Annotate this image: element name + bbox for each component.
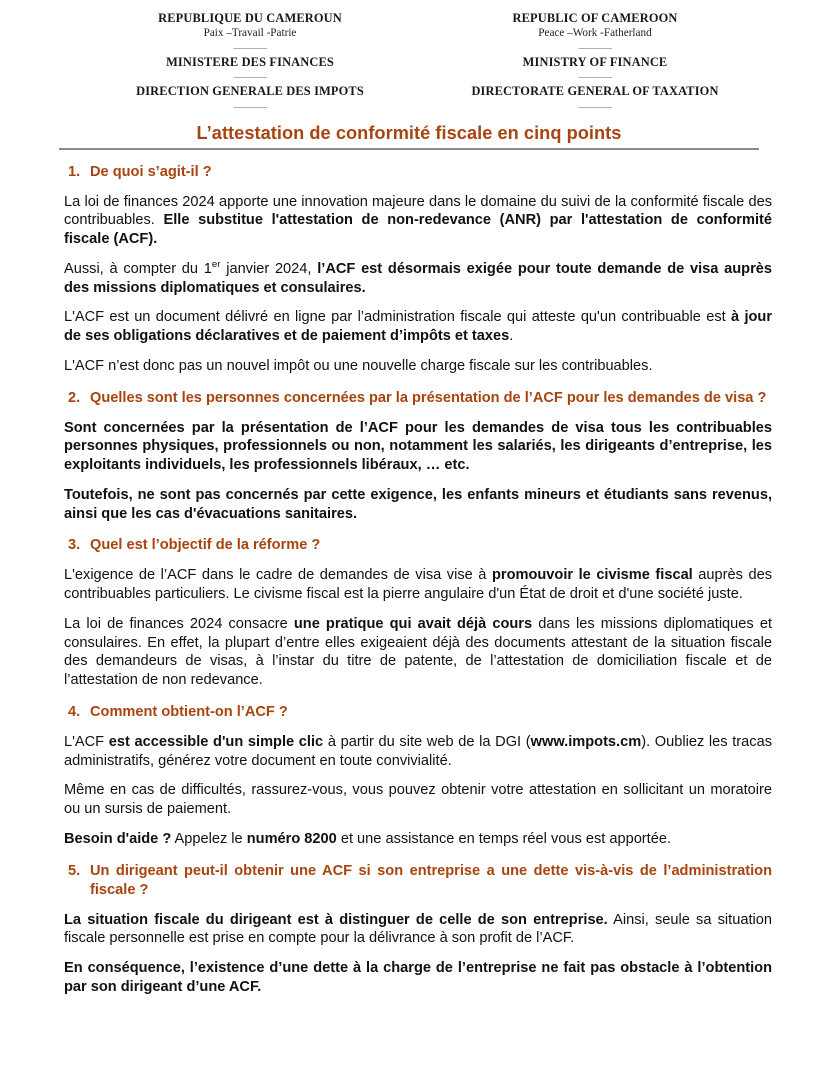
paragraph [64,566,772,604]
section-heading-text: Comment obtient-on l’ACF ? [90,703,288,720]
text-run: ). Oubliez les tracas administratifs, générez votre document en toute convivialité. [64,733,772,769]
paragraph [64,419,772,475]
letterhead-ministry-fr: MINISTERE DES FINANCES [166,54,334,69]
letterhead-separator-1-fr: -------------- [233,43,267,51]
text-run: L'ACF est un document délivré en ligne par l’administration fiscale qui atteste qu'un contribuable est [64,309,732,326]
letterhead [0,0,818,114]
emphasis-text: Elle substitue l'attestation de non-redevance (ANR) par l'attestation de conformité fiscale (ACF). [64,212,772,248]
emphasis-text: à jour de ses obligations déclaratives et de paiement d’impôts et taxes [64,309,773,345]
letterhead-separator-3-en: -------------- [578,102,612,110]
text-run: auprès des contribuables particuliers. Le civisme fiscal est la pierre angulaire d'un État de droit et d'une société juste. [64,567,772,603]
section-heading [68,536,772,555]
section-number: 3. [68,537,81,554]
emphasis-text: www.impots.cm [530,733,642,750]
paragraph [64,486,772,524]
section-number: 4. [68,703,81,720]
letterhead-english [430,11,760,114]
section-heading-text: De quoi s’agit-il ? [90,163,212,180]
text-run: . [509,328,514,345]
paragraph [64,830,772,849]
letterhead-ministry-en: MINISTRY OF FINANCE [522,54,668,69]
text-run: L'exigence de l’ACF dans le cadre de demandes de visa vise à [64,567,492,584]
section-number: 2. [68,389,81,406]
section-number: 1. [68,163,81,180]
letterhead-directorate-fr: DIRECTION GENERALE DES IMPOTS [136,84,364,99]
paragraph [64,357,772,376]
text-run: Sont concernées par la présentation de l’ACF pour les demandes de visa tous les contribuables personnes physiques, professionnels ou non, notamment les salariés, les dirigeants d’entreprise, les exploitants individuels, les professionnels libéraux, … etc. [64,419,772,474]
document-body [0,163,818,997]
text-run: Aussi, à compter du 1 [64,260,212,277]
text-run: Appelez le [171,830,247,847]
paragraph [64,193,772,249]
section-heading [68,862,772,900]
paragraph [64,260,772,298]
letterhead-separator-3-fr: -------------- [233,102,267,110]
letterhead-separator-1-en: -------------- [578,43,612,51]
section-heading-text: Un dirigeant peut-il obtenir une ACF si son entreprise a une dette vis-à-vis de l’administration fiscale ? [90,862,772,898]
text-run: Ainsi, seule sa situation fiscale personnelle est prise en compte pour la délivrance à son profit de l’ACF. [64,911,772,947]
letterhead-separator-2-en: -------------- [578,73,612,81]
letterhead-motto-fr: Paix –Travail -Patrie [203,26,297,39]
paragraph [64,733,772,771]
text-run: Même en cas de difficultés, rassurez-vous, vous pouvez obtenir votre attestation en sollicitant un moratoire ou un sursis de paiement. [64,782,772,818]
emphasis-text: une pratique qui avait déjà cours [293,615,533,632]
text-run: dans les missions diplomatiques et consulaires. En effet, la plupart d’entre elles exigeaient déjà des documents attestant de la situation fiscale des demandeurs de visas, à l’instar du titre de patente, de l’attestation de domiciliation fiscale et de l’attestation de non redevance. [64,615,772,689]
letterhead-country-fr: REPUBLIQUE DU CAMEROUN [158,11,342,25]
paragraph [64,615,772,690]
text-run: et une assistance en temps réel vous est apportée. [336,830,672,847]
text-run: La loi de finances 2024 consacre [64,615,294,632]
section-heading [68,163,772,182]
section-number: 5. [68,862,81,879]
letterhead-french [70,11,430,114]
section-heading-text: Quelles sont les personnes concernées par la présentation de l’ACF pour les demandes de visa ? [90,389,767,406]
text-run: L'ACF [64,733,109,750]
emphasis-text: l’ACF est désormais exigée pour toute demande de visa auprès des missions diplomatiques et consulaires. [64,260,772,296]
letterhead-directorate-en: DIRECTORATE GENERAL OF TAXATION [471,84,719,99]
section-heading-text: Quel est l’objectif de la réforme ? [90,537,321,554]
paragraph [64,308,772,346]
emphasis-text: numéro 8200 [246,830,337,847]
section-heading [68,703,772,722]
emphasis-text: Besoin d'aide ? [64,830,172,847]
emphasis-text: La situation fiscale du dirigeant est à distinguer de celle de son entreprise. [64,911,608,928]
title-divider [59,148,759,150]
emphasis-text: promouvoir le civisme fiscal [491,567,693,584]
text-run: janvier 2024, [220,260,318,277]
text-run: La loi de finances 2024 apporte une innovation majeure dans le domaine du suivi de la conformité fiscale des contribuables. [64,193,772,229]
letterhead-country-en: REPUBLIC OF CAMEROON [512,11,678,25]
paragraph [64,911,772,949]
page-title-block [0,123,818,150]
paragraph [64,959,772,997]
paragraph [64,781,772,819]
text-run: L'ACF n’est donc pas un nouvel impôt ou une nouvelle charge fiscale sur les contribuables. [64,357,653,374]
text-run: à partir du site web de la DGI ( [323,733,531,750]
page-title: L’attestation de conformité fiscale en cinq points [196,123,622,144]
section-heading [68,389,772,408]
ordinal-superscript: er [211,259,221,271]
text-run: Toutefois, ne sont pas concernés par cette exigence, les enfants mineurs et étudiants sans revenus, ainsi que les cas d'évacuations sanitaires. [64,486,772,522]
letterhead-separator-2-fr: -------------- [233,73,267,81]
emphasis-text: est accessible d'un simple clic [108,733,324,750]
text-run: En conséquence, l’existence d’une dette à la charge de l’entreprise ne fait pas obstacle à l’obtention par son dirigeant d’une ACF. [64,960,772,995]
letterhead-motto-en: Peace –Work -Fatherland [538,26,652,39]
